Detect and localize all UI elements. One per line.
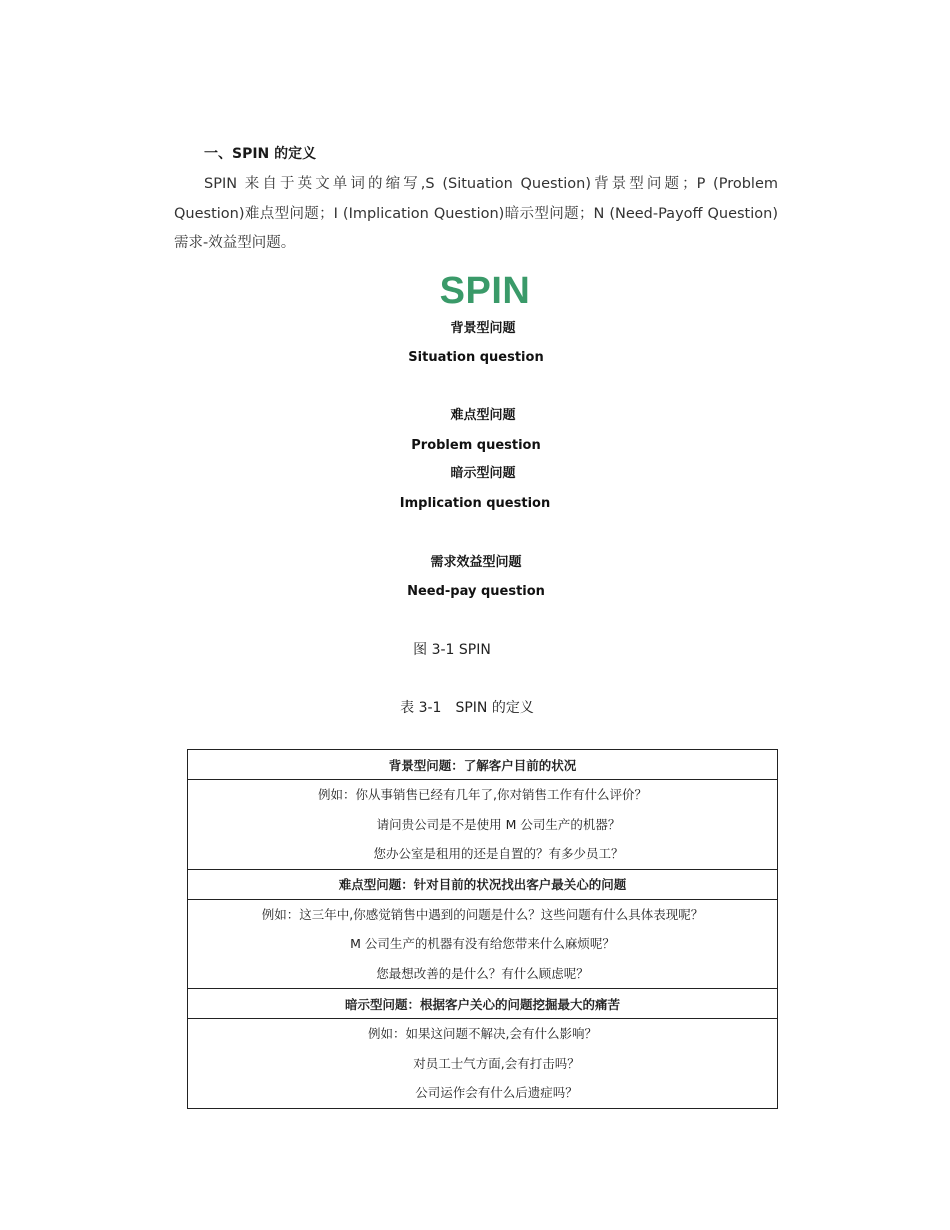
example-line: M 公司生产的机器有没有给您带来什么麻烦呢？: [350, 936, 615, 951]
problem-examples-cell: [188, 899, 778, 989]
example-line: 例如：如果这问题不解决,会有什么影响？: [368, 1026, 597, 1041]
table-header-row: [188, 750, 778, 780]
table-header-row: [188, 989, 778, 1019]
example-line: 例如：你从事销售已经有几年了,你对销售工作有什么评价？: [318, 787, 647, 802]
table-header-row: [188, 869, 778, 899]
need-payoff-cn-label: 需求效益型问题: [430, 555, 522, 570]
spin-definition-table: [187, 749, 778, 1109]
implication-en-label: Implication question: [399, 496, 551, 511]
table-row: [188, 899, 778, 989]
situation-examples-cell: [188, 780, 778, 870]
example-line: 例如：这三年中,你感觉销售中遇到的问题是什么？这些问题有什么具体表现呢？: [261, 906, 704, 922]
example-line: 您最想改善的是什么？有什么顾虑呢？: [376, 965, 589, 981]
figure-caption: 图 3-1 SPIN: [413, 642, 491, 658]
problem-en-label: Problem question: [411, 438, 541, 453]
table-caption: 表 3-1 SPIN 的定义: [400, 700, 534, 716]
situation-en-label: Situation question: [408, 350, 544, 365]
implication-cn-label: 暗示型问题: [450, 466, 516, 481]
implication-header-cell: 暗示型问题：根据客户关心的问题挖掘最大的痛苦: [188, 989, 778, 1019]
problem-cn-label: 难点型问题: [450, 408, 516, 423]
table-row: [188, 780, 778, 870]
example-line: 公司运作会有什么后遗症吗？: [415, 1085, 578, 1100]
definition-paragraph: SPIN 来自于英文单词的缩写,S (Situation Question)背景型问题；P (Problem Question)难点型问题；I (Implication Question)暗示型问题；N (Need-Payoff Question)需求-效益型问题。: [174, 176, 778, 251]
situation-header-cell: 背景型问题：了解客户目前的状况: [188, 750, 778, 780]
example-line: 请问贵公司是不是使用 M 公司生产的机器？: [376, 816, 621, 832]
spin-title: SPIN: [439, 270, 531, 312]
section-heading: 一、SPIN 的定义: [204, 146, 317, 162]
problem-header-cell: 难点型问题：针对目前的状况找出客户最关心的问题: [188, 869, 778, 899]
example-line: 您办公室是租用的还是自置的？有多少员工？: [373, 846, 624, 861]
implication-examples-cell: [188, 1019, 778, 1109]
need-payoff-en-label: Need-pay question: [407, 584, 545, 599]
table-row: [188, 1019, 778, 1109]
situation-cn-label: 背景型问题: [450, 321, 516, 336]
example-line: 对员工士气方面,会有打击吗？: [413, 1055, 580, 1071]
